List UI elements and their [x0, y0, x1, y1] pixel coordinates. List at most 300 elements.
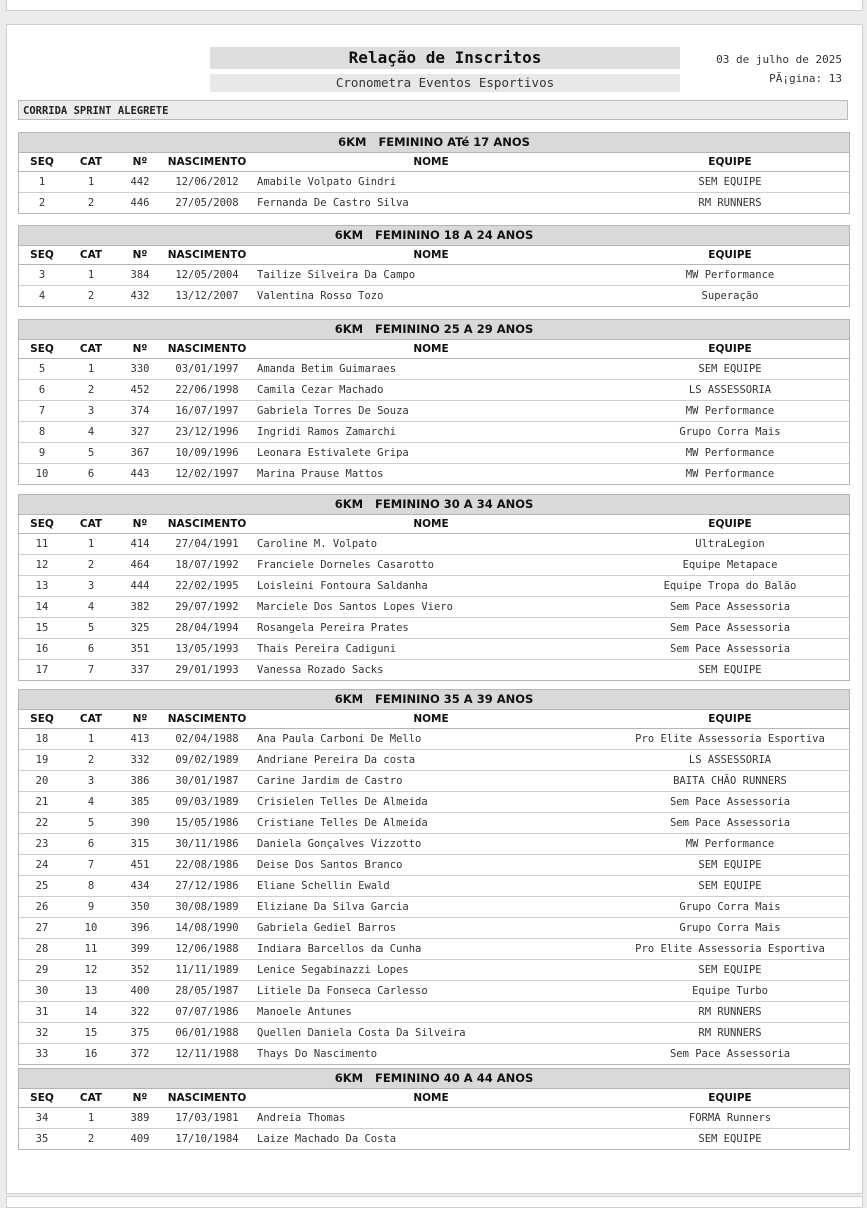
cell-team: Sem Pace Assessoria — [669, 643, 791, 655]
cell-number: 389 — [130, 1112, 150, 1124]
table-row — [19, 939, 849, 960]
column-header-row — [19, 515, 849, 534]
table-row — [19, 286, 849, 306]
cell-number: 442 — [130, 176, 150, 188]
cell-seq: 24 — [35, 859, 49, 871]
cell-birthdate: 22/08/1986 — [175, 859, 239, 871]
event-name: CORRIDA SPRINT ALEGRETE — [18, 100, 848, 120]
table-row — [19, 792, 849, 813]
col-seq-header: SEQ — [30, 156, 54, 168]
cell-team: Superação — [701, 290, 759, 302]
cell-team: Equipe Metapace — [682, 559, 778, 571]
cell-team: Equipe Tropa do Balão — [663, 580, 797, 592]
report-subtitle: Cronometra Eventos Esportivos — [210, 74, 680, 92]
document-page — [6, 24, 863, 1194]
col-seq-header: SEQ — [30, 249, 54, 261]
cell-name: Camila Cezar Machado — [257, 384, 384, 396]
cell-name: Daniela Gonçalves Vizzotto — [257, 838, 422, 850]
cell-cat: 13 — [84, 985, 98, 997]
cell-cat: 6 — [87, 838, 95, 850]
cell-team: UltraLegion — [695, 538, 765, 550]
col-cat-header: CAT — [79, 343, 103, 355]
cell-name: Eliane Schellin Ewald — [257, 880, 390, 892]
category-distance: 6KM — [334, 692, 364, 706]
col-name-header: NOME — [413, 518, 449, 530]
table-row — [19, 555, 849, 576]
cell-birthdate: 12/05/2004 — [175, 269, 239, 281]
category-rows — [19, 265, 849, 306]
cell-number: 413 — [130, 733, 150, 745]
category-rows — [19, 172, 849, 213]
cell-number: 464 — [130, 559, 150, 571]
cell-number: 400 — [130, 985, 150, 997]
category-title — [19, 495, 849, 515]
category-title — [19, 226, 849, 246]
cell-birthdate: 09/03/1989 — [175, 796, 239, 808]
cell-cat: 11 — [84, 943, 98, 955]
category-block — [18, 319, 850, 485]
category-block — [18, 132, 850, 214]
cell-seq: 15 — [35, 622, 49, 634]
cell-birthdate: 12/06/2012 — [175, 176, 239, 188]
cell-number: 375 — [130, 1027, 150, 1039]
cell-name: Loisleini Fontoura Saldanha — [257, 580, 428, 592]
cell-name: Vanessa Rozado Sacks — [257, 664, 384, 676]
col-team-header: EQUIPE — [708, 713, 752, 725]
cell-birthdate: 17/03/1981 — [175, 1112, 239, 1124]
cell-birthdate: 30/11/1986 — [175, 838, 239, 850]
cell-birthdate: 27/12/1986 — [175, 880, 239, 892]
col-num-header: Nº — [132, 249, 148, 261]
cell-seq: 9 — [38, 447, 46, 459]
col-num-header: Nº — [132, 343, 148, 355]
cell-name: Amabile Volpato Gindri — [257, 176, 397, 188]
cell-number: 434 — [130, 880, 150, 892]
col-birth-header: NASCIMENTO — [167, 713, 247, 725]
cell-birthdate: 02/04/1988 — [175, 733, 239, 745]
cell-name: Crisielen Telles De Almeida — [257, 796, 428, 808]
cell-name: Fernanda De Castro Silva — [257, 197, 409, 209]
table-row — [19, 960, 849, 981]
cell-cat: 5 — [87, 817, 95, 829]
col-num-header: Nº — [132, 156, 148, 168]
cell-cat: 16 — [84, 1048, 98, 1060]
cell-name: Thais Pereira Cadiguni — [257, 643, 397, 655]
cell-seq: 3 — [38, 269, 46, 281]
cell-name: Amanda Betim Guimaraes — [257, 363, 397, 375]
cell-team: Sem Pace Assessoria — [669, 817, 791, 829]
cell-name: Gabriela Gediel Barros — [257, 922, 397, 934]
table-row — [19, 897, 849, 918]
column-header-row — [19, 153, 849, 172]
table-row — [19, 443, 849, 464]
cell-cat: 6 — [87, 468, 95, 480]
cell-cat: 5 — [87, 447, 95, 459]
cell-birthdate: 29/07/1992 — [175, 601, 239, 613]
cell-name: Deise Dos Santos Branco — [257, 859, 403, 871]
table-row — [19, 918, 849, 939]
table-row — [19, 359, 849, 380]
table-row — [19, 534, 849, 555]
cell-team: Grupo Corra Mais — [679, 922, 781, 934]
cell-name: Cristiane Telles De Almeida — [257, 817, 428, 829]
cell-cat: 9 — [87, 901, 95, 913]
cell-team: SEM EQUIPE — [698, 363, 762, 375]
cell-name: Caroline M. Volpato — [257, 538, 378, 550]
previous-page-edge — [6, 0, 863, 11]
column-header-row — [19, 1089, 849, 1108]
col-num-header: Nº — [132, 518, 148, 530]
cell-cat: 2 — [87, 754, 95, 766]
cell-team: RM RUNNERS — [698, 1027, 762, 1039]
cell-team: SEM EQUIPE — [698, 1133, 762, 1145]
cell-cat: 7 — [87, 664, 95, 676]
cell-number: 374 — [130, 405, 150, 417]
cell-birthdate: 27/04/1991 — [175, 538, 239, 550]
category-rows — [19, 534, 849, 680]
table-row — [19, 1129, 849, 1149]
cell-seq: 27 — [35, 922, 49, 934]
cell-name: Thays Do Nascimento — [257, 1048, 378, 1060]
cell-cat: 6 — [87, 643, 95, 655]
cell-number: 432 — [130, 290, 150, 302]
col-team-header: EQUIPE — [708, 343, 752, 355]
cell-team: RM RUNNERS — [698, 1006, 762, 1018]
cell-name: Litiele Da Fonseca Carlesso — [257, 985, 428, 997]
cell-team: SEM EQUIPE — [698, 964, 762, 976]
cell-number: 443 — [130, 468, 150, 480]
table-row — [19, 771, 849, 792]
cell-name: Andreia Thomas — [257, 1112, 346, 1124]
cell-team: MW Performance — [685, 468, 775, 480]
cell-number: 351 — [130, 643, 150, 655]
cell-seq: 22 — [35, 817, 49, 829]
cell-team: MW Performance — [685, 269, 775, 281]
cell-cat: 1 — [87, 733, 95, 745]
table-row — [19, 729, 849, 750]
cell-birthdate: 12/11/1988 — [175, 1048, 239, 1060]
cell-seq: 29 — [35, 964, 49, 976]
cell-seq: 18 — [35, 733, 49, 745]
table-row — [19, 813, 849, 834]
cell-name: Indiara Barcellos da Cunha — [257, 943, 422, 955]
category-block — [18, 1068, 850, 1150]
cell-birthdate: 03/01/1997 — [175, 363, 239, 375]
cell-name: Andriane Pereira Da costa — [257, 754, 416, 766]
cell-cat: 1 — [87, 176, 95, 188]
category-name: FEMININO 40 A 44 ANOS — [375, 1071, 534, 1085]
table-row — [19, 422, 849, 443]
category-block — [18, 689, 850, 1065]
cell-birthdate: 07/07/1986 — [175, 1006, 239, 1018]
cell-seq: 6 — [38, 384, 46, 396]
cell-number: 446 — [130, 197, 150, 209]
cell-team: Sem Pace Assessoria — [669, 622, 791, 634]
cell-seq: 32 — [35, 1027, 49, 1039]
cell-team: MW Performance — [685, 447, 775, 459]
cell-number: 322 — [130, 1006, 150, 1018]
table-row — [19, 981, 849, 1002]
cell-cat: 2 — [87, 559, 95, 571]
cell-seq: 28 — [35, 943, 49, 955]
cell-number: 332 — [130, 754, 150, 766]
cell-cat: 2 — [87, 1133, 95, 1145]
cell-seq: 26 — [35, 901, 49, 913]
cell-team: Grupo Corra Mais — [679, 901, 781, 913]
table-row — [19, 1108, 849, 1129]
cell-birthdate: 06/01/1988 — [175, 1027, 239, 1039]
cell-cat: 4 — [87, 796, 95, 808]
cell-birthdate: 30/08/1989 — [175, 901, 239, 913]
cell-cat: 2 — [87, 290, 95, 302]
cell-seq: 17 — [35, 664, 49, 676]
cell-team: Equipe Turbo — [692, 985, 768, 997]
cell-number: 367 — [130, 447, 150, 459]
cell-number: 315 — [130, 838, 150, 850]
cell-cat: 4 — [87, 426, 95, 438]
col-cat-header: CAT — [79, 1092, 103, 1104]
cell-seq: 35 — [35, 1133, 49, 1145]
col-birth-header: NASCIMENTO — [167, 1092, 247, 1104]
cell-name: Quellen Daniela Costa Da Silveira — [257, 1027, 466, 1039]
cell-name: Ingridi Ramos Zamarchi — [257, 426, 397, 438]
category-title — [19, 320, 849, 340]
cell-cat: 1 — [87, 363, 95, 375]
cell-birthdate: 15/05/1986 — [175, 817, 239, 829]
table-row — [19, 660, 849, 680]
column-header-row — [19, 710, 849, 729]
cell-seq: 34 — [35, 1112, 49, 1124]
col-cat-header: CAT — [79, 249, 103, 261]
cell-seq: 14 — [35, 601, 49, 613]
col-seq-header: SEQ — [30, 713, 54, 725]
category-distance: 6KM — [334, 322, 364, 336]
cell-seq: 4 — [38, 290, 46, 302]
col-name-header: NOME — [413, 1092, 449, 1104]
cell-cat: 1 — [87, 538, 95, 550]
cell-team: Pro Elite Assessoria Esportiva — [635, 733, 825, 745]
table-row — [19, 618, 849, 639]
cell-seq: 8 — [38, 426, 46, 438]
category-name: FEMININO 25 A 29 ANOS — [375, 322, 534, 336]
cell-seq: 21 — [35, 796, 49, 808]
category-block — [18, 225, 850, 307]
col-name-header: NOME — [413, 249, 449, 261]
cell-name: Tailize Silveira Da Campo — [257, 269, 416, 281]
col-birth-header: NASCIMENTO — [167, 249, 247, 261]
cell-number: 352 — [130, 964, 150, 976]
cell-birthdate: 09/02/1989 — [175, 754, 239, 766]
cell-team: BAITA CHÃO RUNNERS — [673, 775, 787, 787]
cell-number: 399 — [130, 943, 150, 955]
cell-cat: 7 — [87, 859, 95, 871]
category-distance: 6KM — [334, 497, 364, 511]
cell-number: 385 — [130, 796, 150, 808]
cell-name: Laize Machado Da Costa — [257, 1133, 397, 1145]
cell-cat: 14 — [84, 1006, 98, 1018]
category-name: FEMININO 30 A 34 ANOS — [375, 497, 534, 511]
cell-team: MW Performance — [685, 838, 775, 850]
col-seq-header: SEQ — [30, 518, 54, 530]
table-row — [19, 876, 849, 897]
cell-seq: 31 — [35, 1006, 49, 1018]
cell-team: Sem Pace Assessoria — [669, 601, 791, 613]
cell-birthdate: 27/05/2008 — [175, 197, 239, 209]
table-row — [19, 1023, 849, 1044]
cell-birthdate: 10/09/1996 — [175, 447, 239, 459]
cell-seq: 25 — [35, 880, 49, 892]
col-birth-header: NASCIMENTO — [167, 156, 247, 168]
table-row — [19, 576, 849, 597]
table-row — [19, 464, 849, 484]
cell-birthdate: 28/05/1987 — [175, 985, 239, 997]
cell-team: Sem Pace Assessoria — [669, 796, 791, 808]
cell-name: Valentina Rosso Tozo — [257, 290, 384, 302]
table-row — [19, 172, 849, 193]
cell-birthdate: 28/04/1994 — [175, 622, 239, 634]
cell-team: LS ASSESSORIA — [688, 754, 772, 766]
cell-number: 409 — [130, 1133, 150, 1145]
cell-number: 327 — [130, 426, 150, 438]
col-team-header: EQUIPE — [708, 1092, 752, 1104]
cell-birthdate: 22/06/1998 — [175, 384, 239, 396]
cell-seq: 12 — [35, 559, 49, 571]
cell-number: 384 — [130, 269, 150, 281]
cell-seq: 5 — [38, 363, 46, 375]
cell-number: 330 — [130, 363, 150, 375]
col-num-header: Nº — [132, 1092, 148, 1104]
report-title: Relação de Inscritos — [210, 47, 680, 69]
cell-name: Eliziane Da Silva Garcia — [257, 901, 409, 913]
cell-cat: 1 — [87, 269, 95, 281]
cell-cat: 5 — [87, 622, 95, 634]
col-team-header: EQUIPE — [708, 518, 752, 530]
cell-team: SEM EQUIPE — [698, 859, 762, 871]
cell-seq: 23 — [35, 838, 49, 850]
cell-team: Sem Pace Assessoria — [669, 1048, 791, 1060]
col-seq-header: SEQ — [30, 1092, 54, 1104]
category-name: FEMININO 18 A 24 ANOS — [375, 228, 534, 242]
col-name-header: NOME — [413, 156, 449, 168]
cell-birthdate: 23/12/1996 — [175, 426, 239, 438]
col-cat-header: CAT — [79, 518, 103, 530]
cell-team: FORMA Runners — [688, 1112, 772, 1124]
cell-birthdate: 17/10/1984 — [175, 1133, 239, 1145]
category-name: FEMININO ATé 17 ANOS — [378, 135, 530, 149]
col-team-header: EQUIPE — [708, 249, 752, 261]
cell-cat: 4 — [87, 601, 95, 613]
category-distance: 6KM — [334, 228, 364, 242]
cell-number: 414 — [130, 538, 150, 550]
cell-name: Lenice Segabinazzi Lopes — [257, 964, 409, 976]
cell-birthdate: 16/07/1997 — [175, 405, 239, 417]
cell-birthdate: 13/12/2007 — [175, 290, 239, 302]
cell-cat: 3 — [87, 775, 95, 787]
cell-team: LS ASSESSORIA — [688, 384, 772, 396]
cell-number: 390 — [130, 817, 150, 829]
table-row — [19, 855, 849, 876]
table-row — [19, 597, 849, 618]
cell-number: 337 — [130, 664, 150, 676]
cell-number: 372 — [130, 1048, 150, 1060]
col-name-header: NOME — [413, 713, 449, 725]
cell-cat: 1 — [87, 1112, 95, 1124]
category-name: FEMININO 35 A 39 ANOS — [375, 692, 534, 706]
table-row — [19, 380, 849, 401]
cell-team: Grupo Corra Mais — [679, 426, 781, 438]
column-header-row — [19, 246, 849, 265]
cell-team: MW Performance — [685, 405, 775, 417]
cell-cat: 15 — [84, 1027, 98, 1039]
cell-number: 382 — [130, 601, 150, 613]
cell-cat: 10 — [84, 922, 98, 934]
cell-seq: 7 — [38, 405, 46, 417]
cell-name: Gabriela Torres De Souza — [257, 405, 409, 417]
cell-birthdate: 22/02/1995 — [175, 580, 239, 592]
table-row — [19, 265, 849, 286]
cell-seq: 11 — [35, 538, 49, 550]
page-number: PÃ¡gina: 13 — [769, 72, 842, 85]
cell-team: SEM EQUIPE — [698, 880, 762, 892]
cell-seq: 10 — [35, 468, 49, 480]
column-header-row — [19, 340, 849, 359]
cell-name: Carine Jardim de Castro — [257, 775, 403, 787]
col-name-header: NOME — [413, 343, 449, 355]
cell-seq: 19 — [35, 754, 49, 766]
cell-number: 396 — [130, 922, 150, 934]
table-row — [19, 639, 849, 660]
col-num-header: Nº — [132, 713, 148, 725]
next-page-edge — [6, 1196, 863, 1208]
cell-name: Rosangela Pereira Prates — [257, 622, 409, 634]
cell-cat: 12 — [84, 964, 98, 976]
category-rows — [19, 1108, 849, 1149]
cell-seq: 33 — [35, 1048, 49, 1060]
table-row — [19, 1002, 849, 1023]
cell-number: 325 — [130, 622, 150, 634]
cell-name: Leonara Estivalete Gripa — [257, 447, 409, 459]
cell-number: 452 — [130, 384, 150, 396]
cell-seq: 2 — [38, 197, 46, 209]
category-rows — [19, 729, 849, 1064]
cell-team: SEM EQUIPE — [698, 176, 762, 188]
cell-number: 386 — [130, 775, 150, 787]
table-row — [19, 750, 849, 771]
cell-number: 451 — [130, 859, 150, 871]
cell-name: Franciele Dorneles Casarotto — [257, 559, 435, 571]
cell-team: SEM EQUIPE — [698, 664, 762, 676]
table-row — [19, 1044, 849, 1064]
cell-birthdate: 18/07/1992 — [175, 559, 239, 571]
category-distance: 6KM — [334, 1071, 364, 1085]
category-block — [18, 494, 850, 681]
category-title — [19, 690, 849, 710]
cell-birthdate: 11/11/1989 — [175, 964, 239, 976]
col-birth-header: NASCIMENTO — [167, 518, 247, 530]
cell-birthdate: 13/05/1993 — [175, 643, 239, 655]
cell-seq: 30 — [35, 985, 49, 997]
cell-birthdate: 12/02/1997 — [175, 468, 239, 480]
cell-seq: 16 — [35, 643, 49, 655]
cell-seq: 1 — [38, 176, 46, 188]
cell-team: RM RUNNERS — [698, 197, 762, 209]
category-rows — [19, 359, 849, 484]
col-team-header: EQUIPE — [708, 156, 752, 168]
cell-name: Ana Paula Carboni De Mello — [257, 733, 422, 745]
cell-name: Marciele Dos Santos Lopes Viero — [257, 601, 453, 613]
cell-birthdate: 14/08/1990 — [175, 922, 239, 934]
col-birth-header: NASCIMENTO — [167, 343, 247, 355]
